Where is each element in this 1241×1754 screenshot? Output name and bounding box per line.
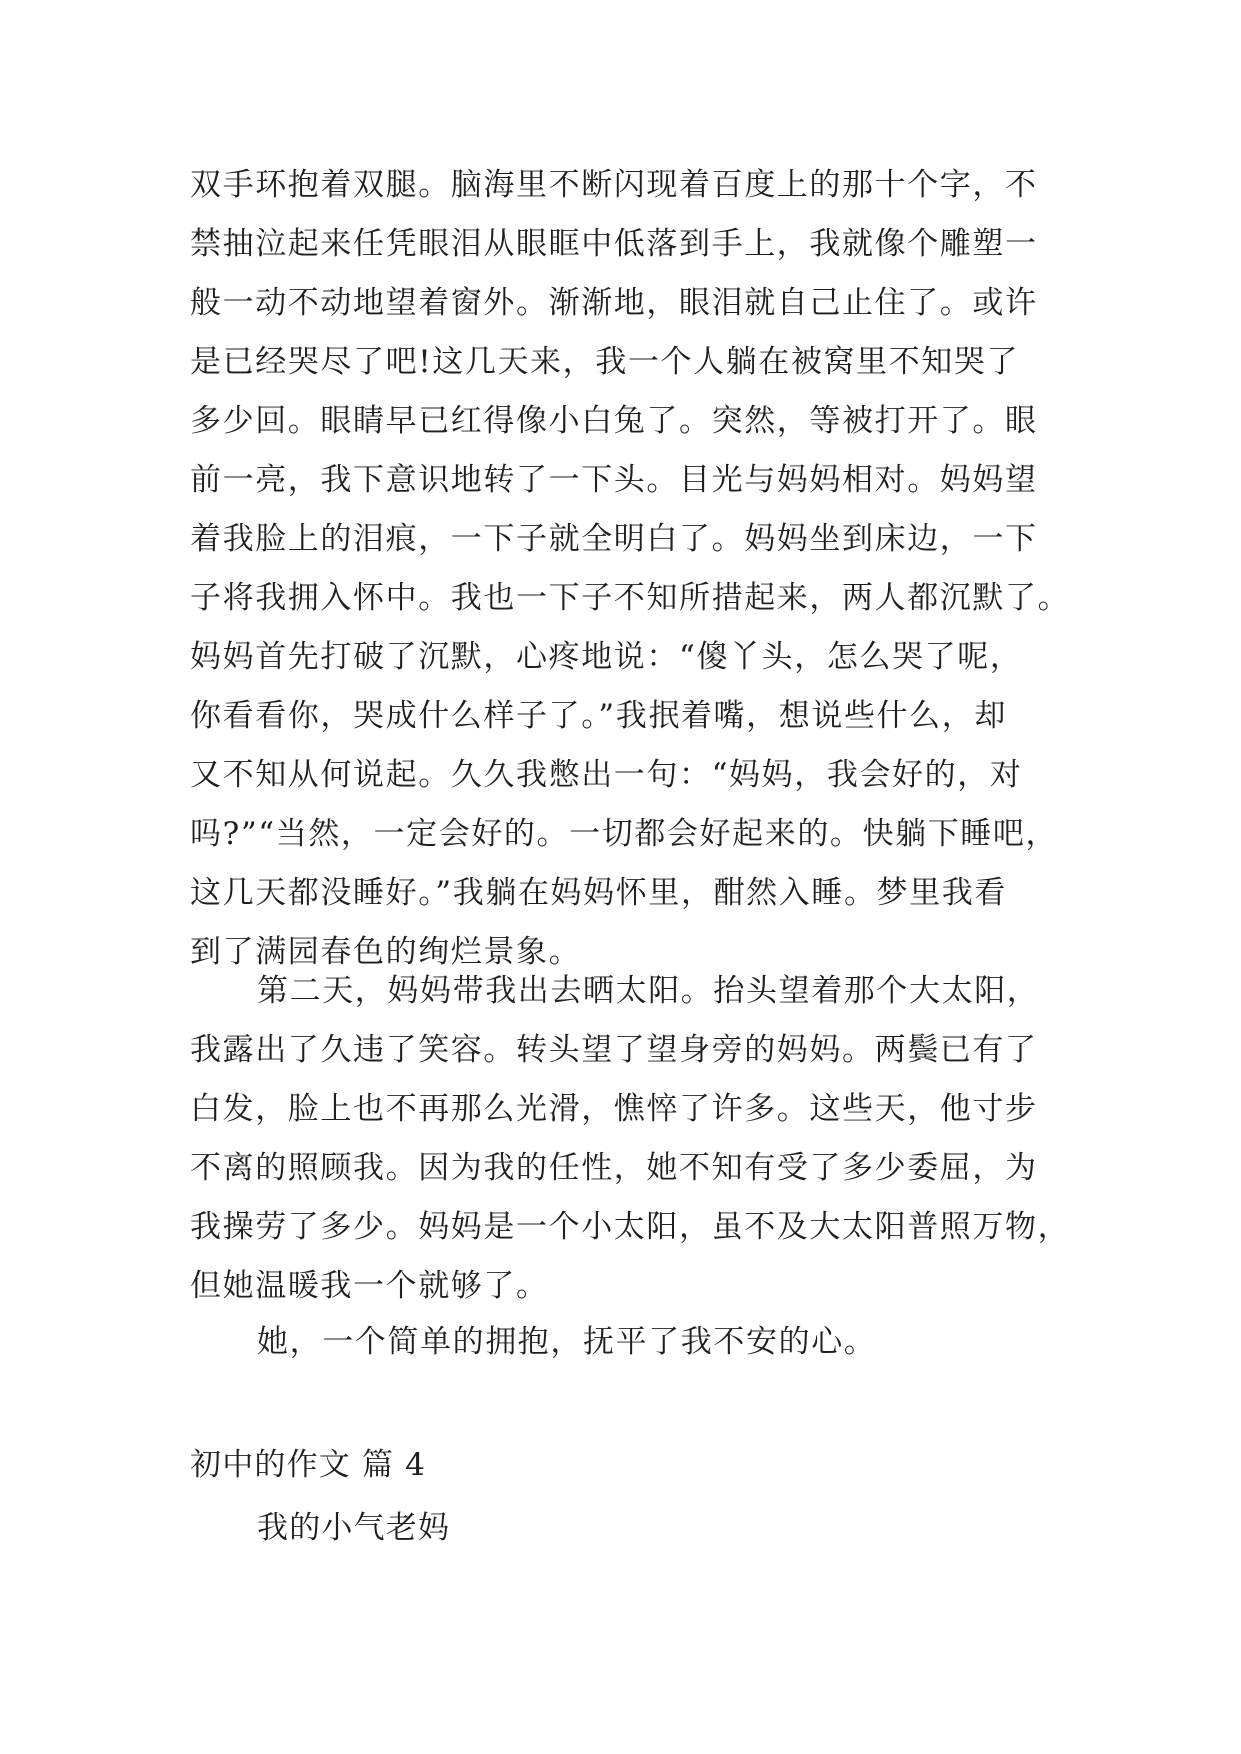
paragraph-1-line: 着我脸上的泪痕，一下子就全明白了。妈妈坐到床边，一下: [190, 521, 1038, 557]
paragraph-2-line: 我露出了久违了笑容。转头望了望身旁的妈妈。两鬓已有了: [190, 1032, 1038, 1068]
paragraph-1-line: 双手环抱着双腿。脑海里不断闪现着百度上的那十个字，不: [190, 167, 1038, 203]
paragraph-1-line: 多少回。眼睛早已红得像小白兔了。突然，等被打开了。眼: [190, 403, 1038, 439]
paragraph-1-line: 子将我拥入怀中。我也一下子不知所措起来，两人都沉默了。: [190, 580, 1071, 616]
paragraph-1-line: 是已经哭尽了吧!这几天来，我一个人躺在被窝里不知哭了: [190, 344, 1020, 380]
paragraph-1-line: 般一动不动地望着窗外。渐渐地，眼泪就自己止住了。或许: [190, 285, 1038, 321]
paragraph-2-line: 第二天，妈妈带我出去晒太阳。抬头望着那个大太阳，: [257, 973, 1040, 1009]
paragraph-2-line: 不离的照顾我。因为我的任性，她不知有受了多少委屈，为: [190, 1150, 1038, 1186]
paragraph-1-line: 妈妈首先打破了沉默，心疼地说：“傻丫头，怎么哭了呢，: [190, 639, 1023, 675]
paragraph-1-line: 又不知从何说起。久久我憋出一句：“妈妈，我会好的，对: [190, 757, 1023, 793]
paragraph-1-line: 禁抽泣起来任凭眼泪从眼眶中低落到手上，我就像个雕塑一: [190, 226, 1038, 262]
paragraph-1-line: 吗?”“当然，一定会好的。一切都会好起来的。快躺下睡吧，: [190, 816, 1059, 852]
paragraph-1-line: 到了满园春色的绚烂景象。: [190, 934, 582, 970]
paragraph-2-line: 我操劳了多少。妈妈是一个小太阳，虽不及大太阳普照万物，: [190, 1209, 1071, 1245]
paragraph-1-line: 这几天都没睡好。”我躺在妈妈怀里，酣然入睡。梦里我看: [190, 875, 1007, 911]
paragraph-2-line: 白发，脸上也不再那么光滑，憔悴了许多。这些天，他寸步: [190, 1091, 1038, 1127]
paragraph-3: [190, 1313, 1050, 1372]
essay-title: 我的小气老妈: [257, 1510, 451, 1546]
paragraph-1-line: 前一亮，我下意识地转了一下头。目光与妈妈相对。妈妈望: [190, 462, 1038, 498]
paragraph-2: [190, 962, 1071, 1316]
paragraph-2-line: 但她温暖我一个就够了。: [190, 1268, 549, 1304]
paragraph-1: [190, 156, 1071, 982]
paragraph-1-line: 你看看你，哭成什么样子了。”我抿着嘴，想说些什么，却: [190, 698, 1007, 734]
section-heading: 初中的作文 篇 4: [190, 1447, 427, 1483]
paragraph-3-line: 她，一个简单的拥抱，抚平了我不安的心。: [257, 1324, 877, 1360]
